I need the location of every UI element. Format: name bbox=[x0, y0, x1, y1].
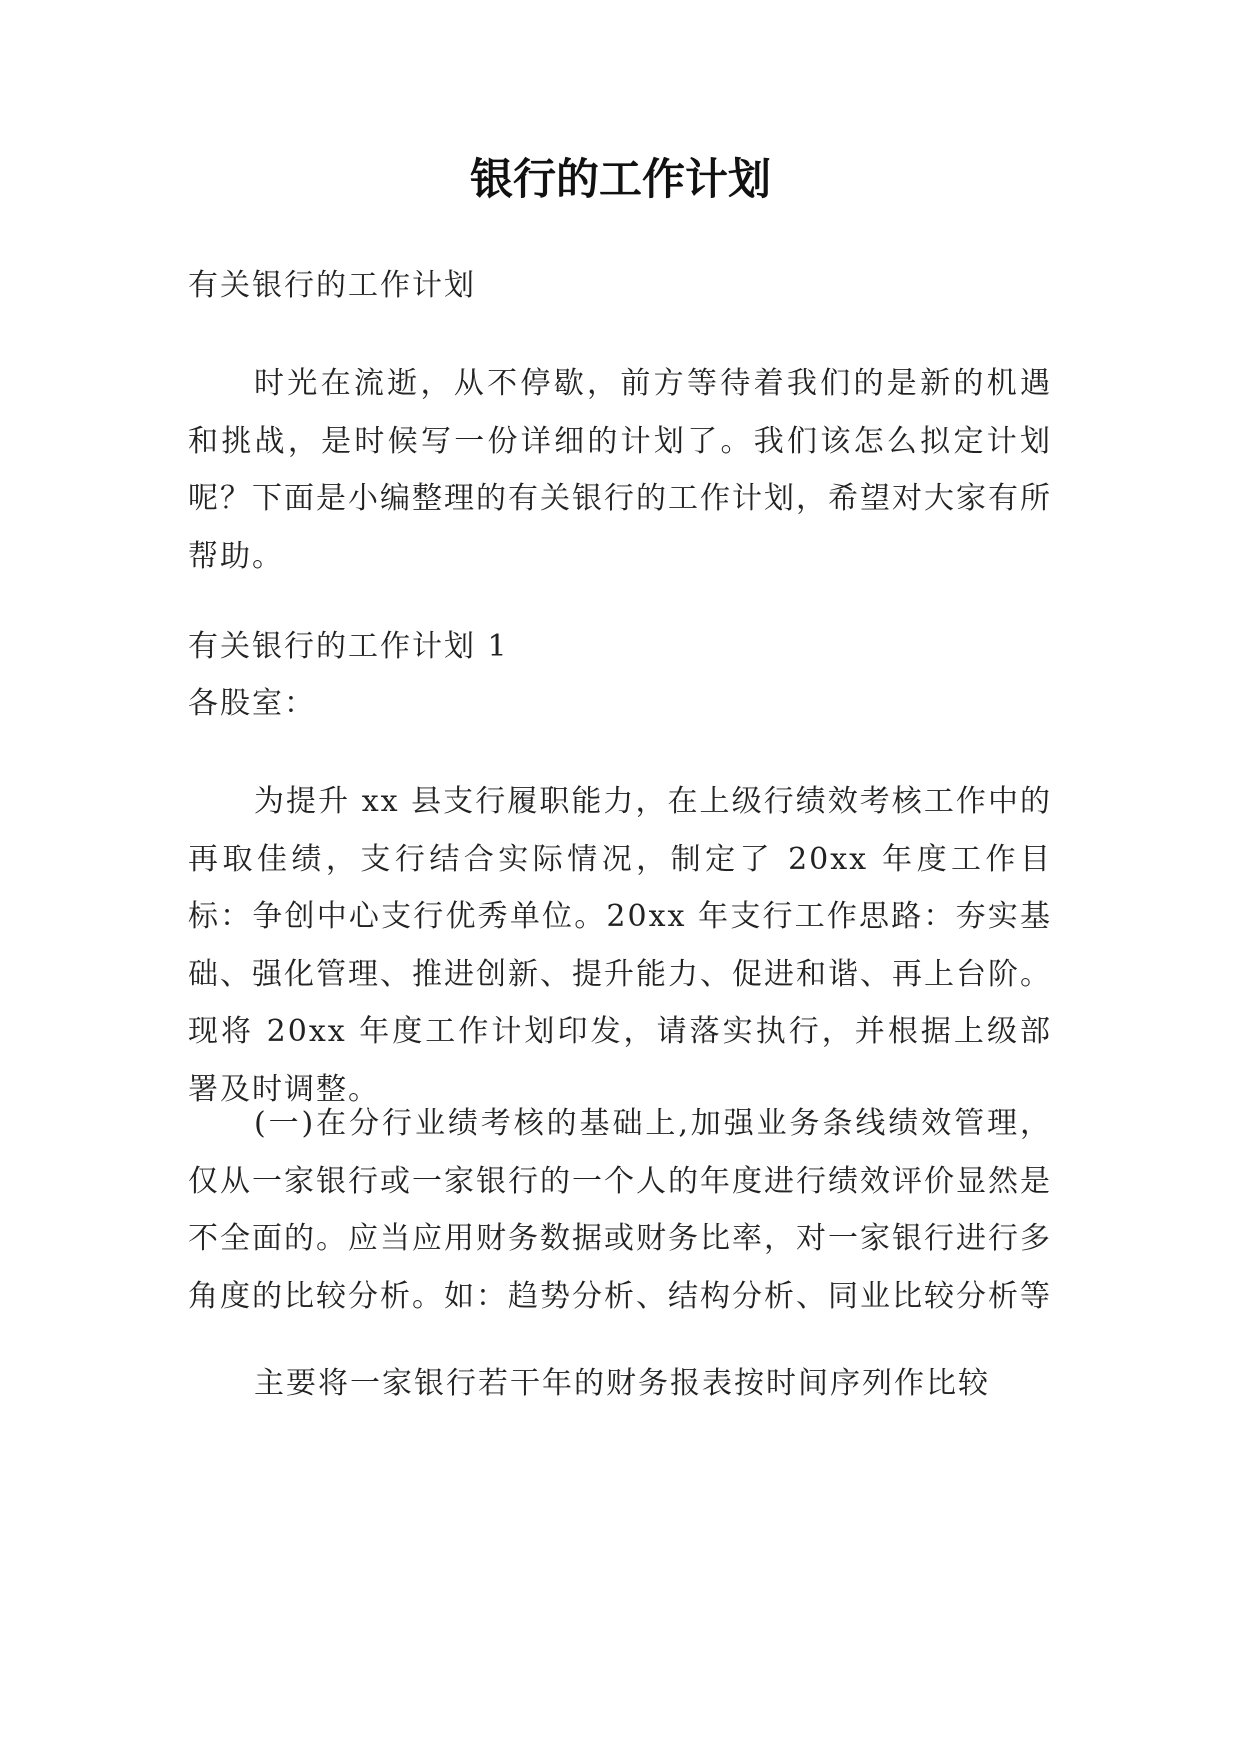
body-paragraph-3: 主要将一家银行若干年的财务报表按时间序列作比较 bbox=[254, 1366, 990, 1401]
salutation: 各股室： bbox=[188, 686, 316, 721]
intro-paragraph: 时光在流逝，从不停歇，前方等待着我们的是新的机遇和挑战，是时候写一份详细的计划了。我们该怎么拟定计划呢？下面是小编整理的有关银行的工作计划，希望对大家有所帮助。 bbox=[188, 366, 1052, 574]
section-heading: 有关银行的工作计划 1 bbox=[188, 629, 509, 664]
body-paragraph-1: 为提升 xx 县支行履职能力，在上级行绩效考核工作中的再取佳绩，支行结合实际情况，制定了 20xx 年度工作目标：争创中心支行优秀单位。20xx 年支行工作思路：夯实基础、强化管理、推进创新、提升能力、促进和谐、再上台阶。现将 20xx 年度工作计划印发，请落实执行，并根据上级部署及时调整。 bbox=[188, 784, 1052, 1107]
document-title: 银行的工作计划 bbox=[470, 155, 771, 205]
document-subtitle: 有关银行的工作计划 bbox=[188, 268, 476, 303]
body-paragraph-2: (一)在分行业绩考核的基础上,加强业务条线绩效管理，仅从一家银行或一家银行的一个人的年度进行绩效评价显然是不全面的。应当应用财务数据或财务比率，对一家银行进行多角度的比较分析。如：趋势分析、结构分析、同业比较分析等 bbox=[188, 1106, 1052, 1314]
